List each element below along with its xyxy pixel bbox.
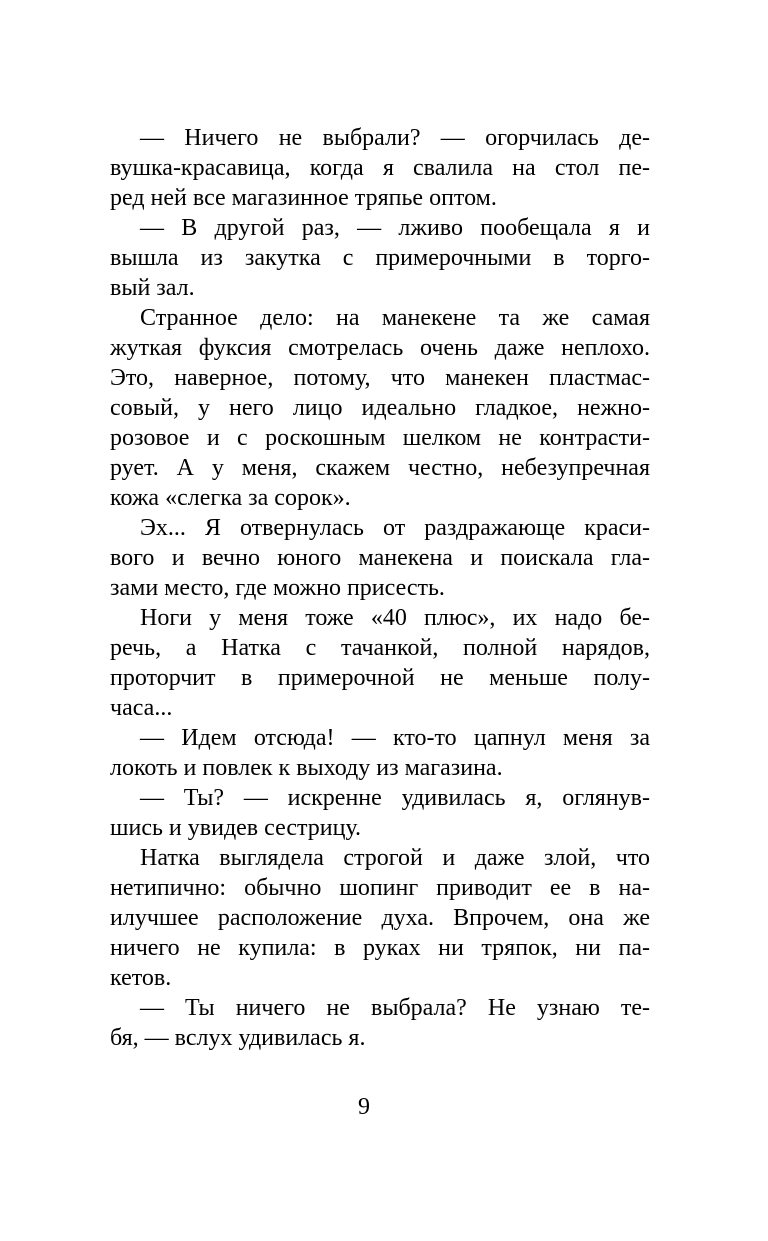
paragraph bbox=[110, 843, 650, 993]
text-line: зами место, где можно присесть. bbox=[110, 575, 445, 601]
text-line: Натка выглядела строгой и даже злой, что bbox=[140, 845, 650, 871]
paragraph bbox=[110, 303, 650, 513]
text-line: вушка-красавица, когда я свалила на стол пе- bbox=[110, 155, 650, 181]
text-line: ничего не купила: в руках ни тряпок, ни па- bbox=[110, 935, 650, 961]
paragraph bbox=[110, 123, 650, 213]
text-line: вый зал. bbox=[110, 275, 195, 301]
text-line: ред ней все магазинное тряпье оптом. bbox=[110, 185, 497, 211]
text-line: — Ты? — искренне удивилась я, оглянув- bbox=[140, 785, 650, 811]
text-line: розовое и с роскошным шелком не контрасти- bbox=[110, 425, 650, 451]
text-line: бя, — вслух удивилась я. bbox=[110, 1025, 366, 1051]
text-line: часа... bbox=[110, 695, 173, 721]
page-text bbox=[110, 123, 650, 1053]
text-line: жуткая фуксия смотрелась очень даже неплохо. bbox=[110, 335, 650, 361]
page-number: 9 bbox=[358, 1094, 370, 1120]
text-line: локоть и повлек к выходу из магазина. bbox=[110, 755, 503, 781]
text-line: Это, наверное, потому, что манекен пластмас- bbox=[110, 365, 650, 391]
paragraph bbox=[110, 993, 650, 1053]
paragraph bbox=[110, 213, 650, 303]
text-line: илучшее расположение духа. Впрочем, она же bbox=[110, 905, 650, 931]
text-line: кетов. bbox=[110, 965, 172, 991]
text-line: Странное дело: на манекене та же самая bbox=[140, 305, 650, 331]
text-line: — Ты ничего не выбрала? Не узнаю те- bbox=[140, 995, 650, 1021]
text-line: речь, а Натка с тачанкой, полной нарядов, bbox=[110, 635, 650, 661]
text-line: шись и увидев сестрицу. bbox=[110, 815, 362, 841]
paragraph bbox=[110, 513, 650, 603]
text-line: вышла из закутка с примерочными в торго- bbox=[110, 245, 650, 271]
text-line: — Идем отсюда! — кто-то цапнул меня за bbox=[140, 725, 650, 751]
text-line: Ноги у меня тоже «40 плюс», их надо бе- bbox=[140, 605, 650, 631]
paragraph bbox=[110, 783, 650, 843]
text-line: проторчит в примерочной не меньше полу- bbox=[110, 665, 650, 691]
text-line: — В другой раз, — лживо пообещала я и bbox=[140, 215, 650, 241]
text-line: нетипично: обычно шопинг приводит ее в на- bbox=[110, 875, 650, 901]
text-line: совый, у него лицо идеально гладкое, нежно- bbox=[110, 395, 650, 421]
text-line: — Ничего не выбрали? — огорчилась де- bbox=[140, 125, 650, 151]
paragraph bbox=[110, 723, 650, 783]
text-line: вого и вечно юного манекена и поискала гла- bbox=[110, 545, 650, 571]
text-line: рует. А у меня, скажем честно, небезупречная bbox=[110, 455, 650, 481]
paragraph bbox=[110, 603, 650, 723]
text-line: кожа «слегка за сорок». bbox=[110, 485, 351, 511]
text-line: Эх... Я отвернулась от раздражающе краси- bbox=[140, 515, 650, 541]
